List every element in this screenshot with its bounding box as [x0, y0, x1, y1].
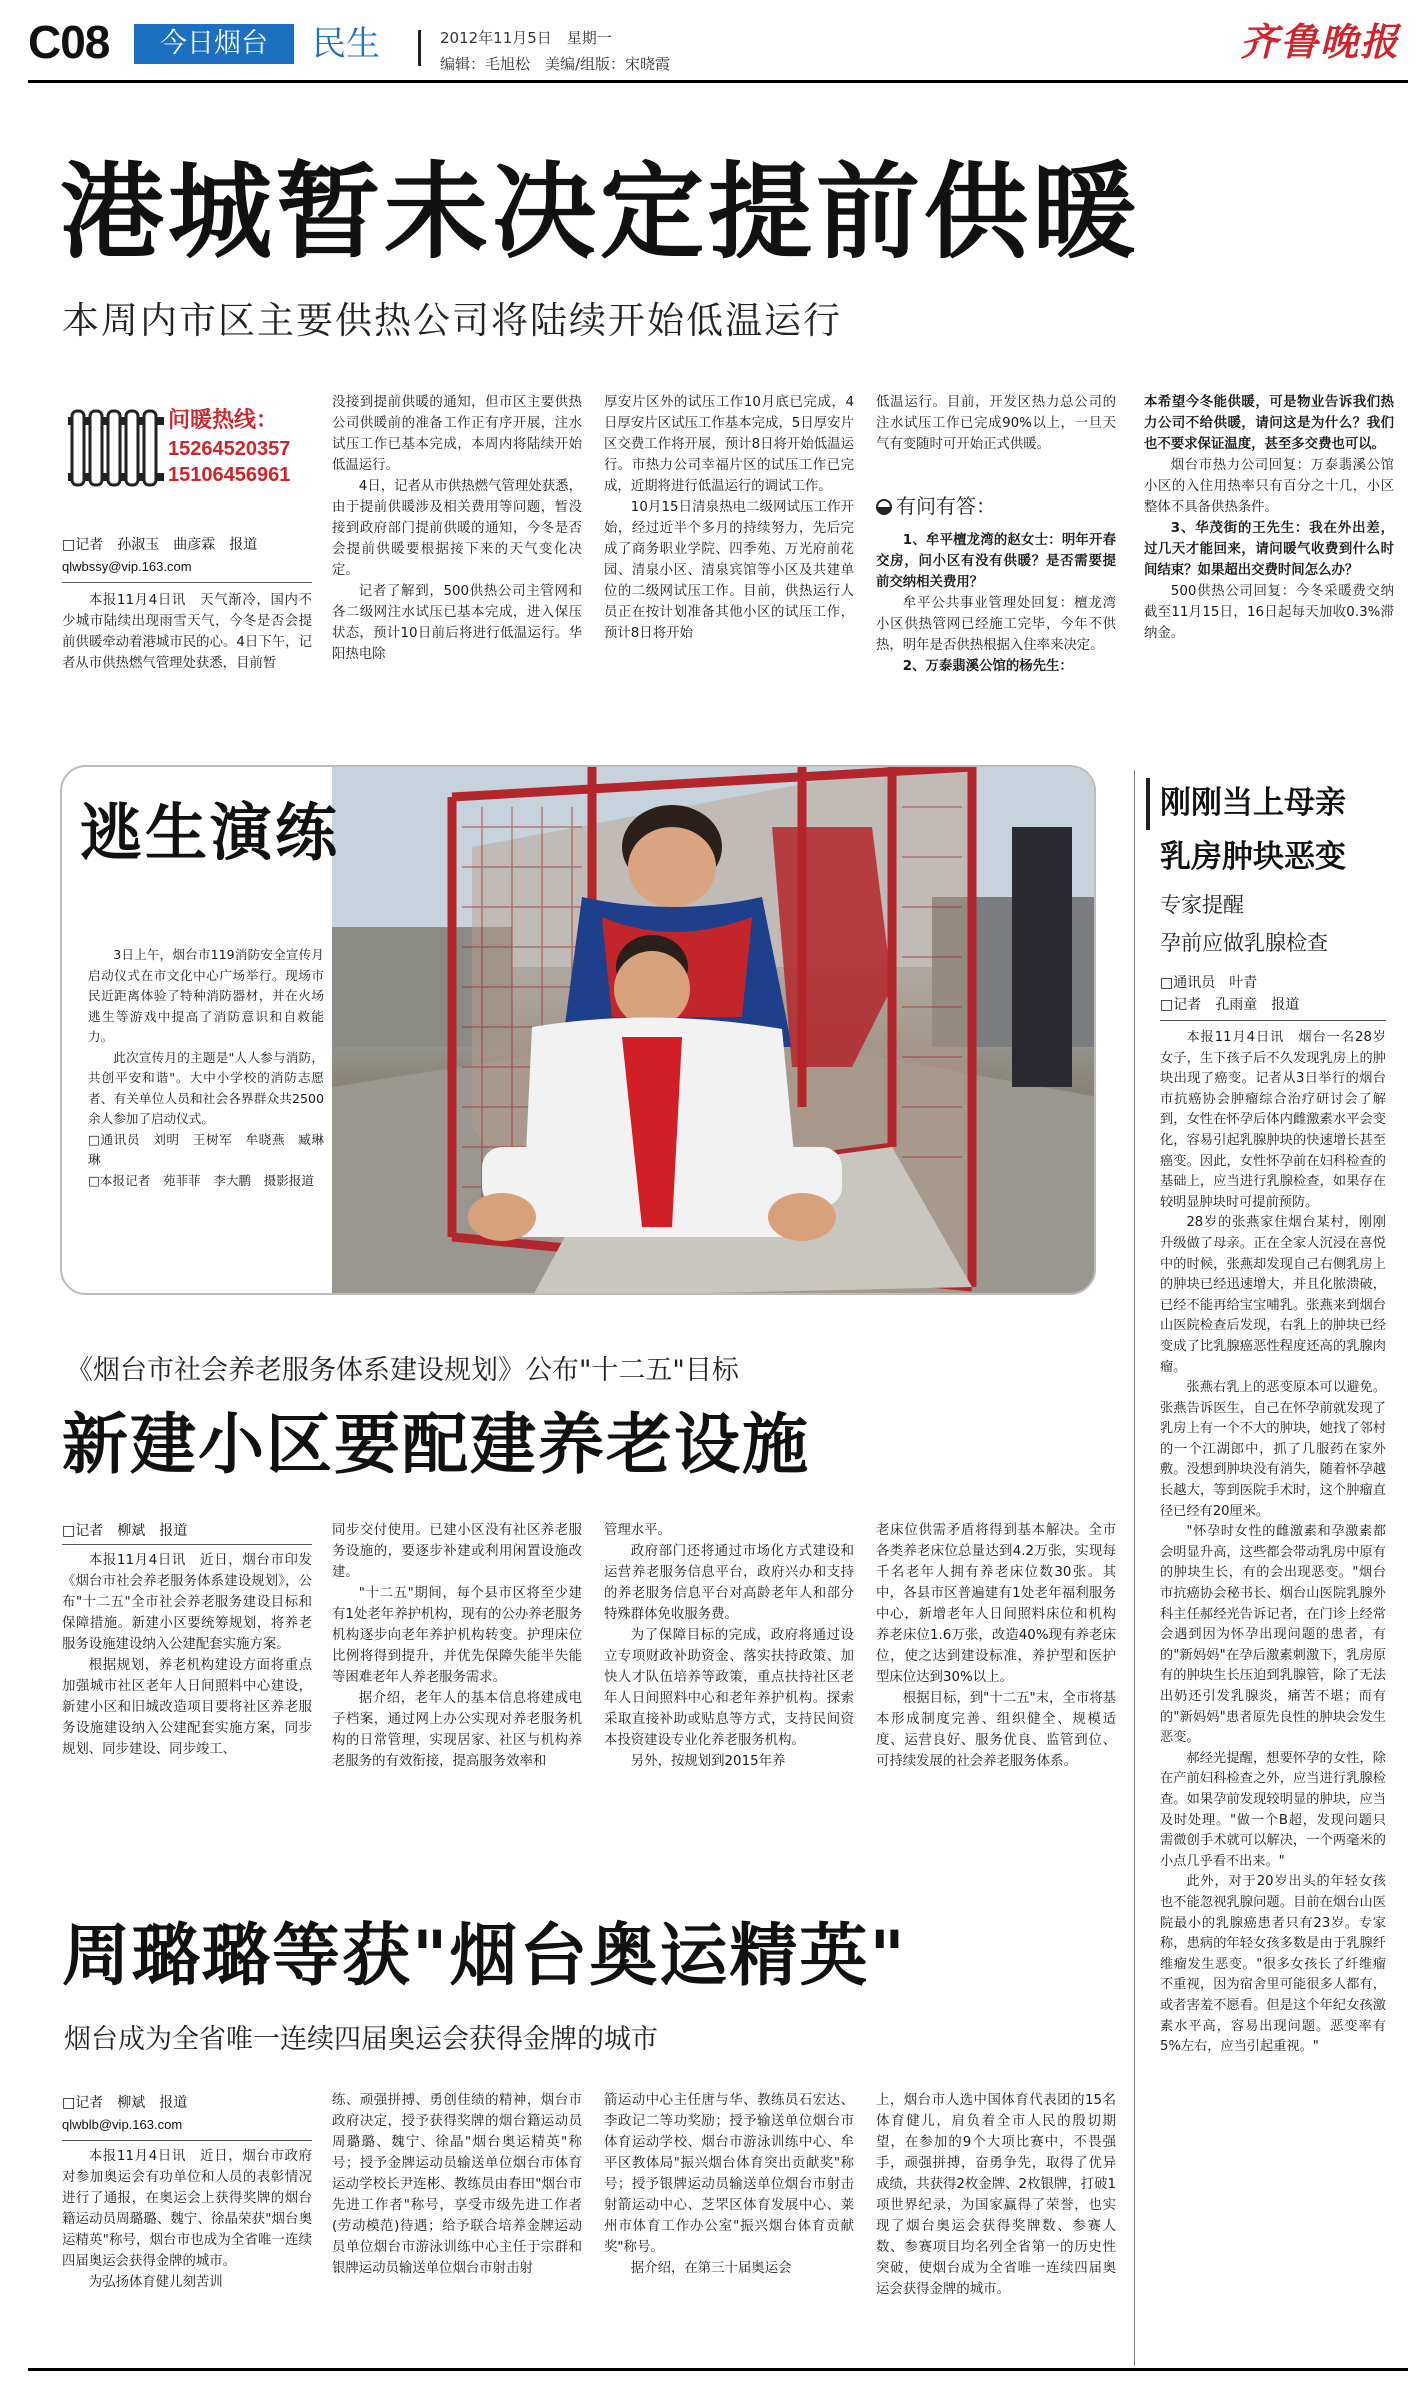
byline-olympics: □记者 柳斌 报道	[62, 2095, 188, 2111]
headline-olympics: 周璐璐等获"烟台奥运精英"	[62, 1917, 907, 1996]
header-rule	[28, 80, 1408, 83]
fire-drill-box	[60, 765, 1096, 1295]
elderly-col-1: 本报11月4日讯 近日，烟台市印发《烟台市社会养老服务体系建设规划》，公布"十二五"全市社会养老服务建设目标和保障措施。新建小区要统筹规划，将养老服务设施建设纳入公建配套实施方案。 根据规划，养老机构建设方面将重点加强城市社区老年人日间照料中心建设，新建小区和旧城改造项目要将社区养老服务设施建设纳入公建配套实施方案，同步规划、同步建设、同步竣工、	[62, 1553, 312, 1757]
byline-heating: □记者 孙淑玉 曲彦霖 报道	[62, 537, 258, 553]
sidebar-sub-2: 孕前应做乳腺检查	[1160, 931, 1328, 955]
sidebar-sub-1: 专家提醒	[1160, 893, 1244, 917]
elderly-kicker: 《烟台市社会养老服务体系建设规划》公布"十二五"目标	[66, 1355, 739, 1386]
sidebar-byline-1: □通讯员 叶青	[1160, 975, 1258, 991]
fire-drill-caption: 3日上午，烟台市119消防安全宣传月启动仪式在市文化中心广场举行。现场市民近距离体验了特种消防器材，并在火场逃生等游戏中提高了消防意识和自救能力。 此次宣传月的主题是"人人参与消防，共创平安和谐"。大中小学校的消防志愿者、有关单位人员和社会各界群众共2500余人参加了启动仪式。 □通讯员 刘明 王树军 牟晓燕 臧琳琳 □本报记者 苑菲菲 李大鹏 摄影报道	[88, 947, 324, 1188]
elderly-col-2: 同步交付使用。已建小区没有社区养老服务设施的，要逐步补建或利用闲置设施改建。 "十二五"期间，每个县市区将至少建有1处老年养护机构，现有的公办养老服务机构逐步向老年养护机构转变。护理床位比例将得到提升，并优先保障失能半失能等困难老年人养老服务需求。 据介绍，老年人的基本信息将建成电子档案，通过网上办公实现对养老服务机构的日常管理，实现居家、社区与机构养老服务的有效衔接，提高服务效率和	[332, 1523, 582, 1769]
olympics-col-1: 本报11月4日讯 近日，烟台市政府对参加奥运会有功单位和人员的表彰情况进行了通报，在奥运会上获得奖牌的烟台籍运动员周璐璐、魏宁、徐晶荣获"烟台奥运精英"称号，烟台市也成为全省唯一连续四届奥运会获得金牌的城市。 为弘扬体育健儿刻苦训	[62, 2149, 312, 2290]
heating-col-4: 低温运行。目前，开发区热力总公司的注水试压工作已完成90%以上，一旦天气有变随时可开始正式供暖。	[876, 395, 1116, 452]
sidebar-title-2: 乳房肿块恶变	[1160, 839, 1346, 875]
subheadline-olympics: 烟台成为全省唯一连续四届奥运会获得金牌的城市	[64, 2024, 658, 2055]
olympics-col-2: 练、顽强拼搏、勇创佳绩的精神，烟台市政府决定，授予获得奖牌的烟台籍运动员周璐璐、魏宁、徐晶"烟台奥运精英"称号；授予金牌运动员输送单位烟台市体育运动学校长尹连彬、教练员由春田"烟台市先进工作者"称号，享受市级先进工作者(劳动模范)待遇；给予联合培养金牌运动员单位烟台市游泳训练中心主任于宗群和银牌运动员输送单位烟台市射击射	[332, 2093, 582, 2276]
heating-col-5: 本希望今冬能供暖，可是物业告诉我们热力公司不给供暖，请问这是为什么？我们也不要求保证温度，甚至多交费也可以。 烟台市热力公司回复：万泰翡溪公馆小区的入住用热率只有百分之十几，小区整体不具备供热条件。 3、华茂街的王先生：我在外出差，过几天才能回来，请问暖气收费到什么时间结束？如果超出交费时间怎么办？ 500供热公司回复：今冬采暖费交纳截至11月15日，16日起每天加收0.3%滞纳金。	[1144, 395, 1394, 641]
hotline-label: 问暖热线：	[168, 408, 279, 433]
heating-col-2: 没接到提前供暖的通知，但市区主要供热公司供暖前的准备工作正有序开展，注水试压工作已基本完成，本周内将陆续开始低温运行。 4日，记者从市供热燃气管理处获悉，由于提前供暖涉及相关费用等问题，暂没接到政府部门提前供暖的通知，今冬是否会提前供暖要根据接下来的天气变化决定。 记者了解到，500供热公司主管网和各二级网注水试压已基本完成，进入保压状态，预计10日前后将进行低温运行。华阳热电除	[332, 395, 582, 662]
section-name: 民生	[312, 24, 380, 64]
sidebar-divider	[1134, 770, 1135, 2366]
olympics-col-4: 上，烟台市人选中国体育代表团的15名体育健儿，肩负着全市人民的殷切期望，在参加的9个大项比赛中，不畏强手，顽强拼搏，奋勇争先，取得了优异成绩，共获得2枚金牌、2枚银牌，打破1项世界纪录，为国家赢得了荣誉，也实现了烟台奥运会获得奖牌数、参赛人数、参赛项目均名列全省第一的历史性突破，使烟台成为全省唯一连续四届奥运会获得金牌的城市。	[876, 2093, 1116, 2297]
sidebar-title-1: 刚刚当上母亲	[1160, 785, 1346, 821]
fire-drill-title: 逃生演练	[80, 796, 341, 869]
byline-rule	[62, 582, 312, 583]
newspaper-logo: 齐鲁晚报	[1240, 19, 1401, 64]
editor-credit: 编辑：毛旭松 美编/组版：宋晓霞	[440, 55, 671, 73]
radiator-icon	[66, 407, 166, 489]
section-tab: 今日烟台	[134, 24, 294, 64]
hotline-number-2: 15106456961	[168, 464, 291, 486]
byline-elderly: □记者 柳斌 报道	[62, 1523, 188, 1539]
footer-rule	[28, 2368, 1408, 2371]
fire-drill-photo	[332, 767, 1096, 1295]
sidebar-body: 本报11月4日讯 烟台一名28岁女子，生下孩子后不久发现乳房上的肿块出现了癌变。记者从3日举行的烟台市抗癌协会肿瘤综合治疗研讨会了解到，女性在怀孕后体内雌激素水平会变化，容易引起乳腺肿块的快速增长甚至癌变。因此，女性怀孕前在妇科检查的基础上，应当进行乳腺检查，如果存在较明显肿块时可提前预防。 28岁的张燕家住烟台某村，刚刚升级做了母亲。正在全家人沉浸在喜悦中的时候，张燕却发现自己右侧乳房上的肿块已经迅速增大，并且化脓溃破，已经不能再给宝宝哺乳。张燕来到烟台山医院检查后发现，右乳上的肿块已经变成了比乳腺癌恶性程度还高的乳腺肉瘤。 张燕右乳上的恶变原本可以避免。张燕告诉医生，自己在怀孕前就发现了乳房上有一个不大的肿块，她找了邻村的一个江湖郎中，抓了几服药在家外敷。没想到肿块没有消失，随着怀孕越长越大，等到医院手术时，这个肿瘤直径已经有20厘米。 "怀孕时女性的雌激素和孕激素都会明显升高，这些都会带动乳房中原有的肿块生长，有的会出现恶变。"烟台市抗癌协会秘书长、烟台山医院乳腺外科主任郝经光告诉记者，在门诊上经常会遇到因为怀孕出现问题的患者，有的"新妈妈"在孕后激素刺激下，乳房原有的肿块生长压迫到乳腺管，除了无法出奶还引发乳腺炎，痛苦不堪；而有的"新妈妈"患者原先良性的肿块会发生恶变。 郝经光提醒，想要怀孕的女性，除在产前妇科检查之外，应当进行乳腺检查。如果孕前发现较明显的肿块，应当及时处理。"做一个B超，发现问题只需微创手术就可以解决，一个两毫米的小点几乎看不出来。" 此外，对于20岁出头的年轻女孩也不能忽视乳腺问题。目前在烟台山医院最小的乳腺癌患者只有23岁。专家称，患病的年轻女孩多数是由于乳腺纤维瘤发生恶变。"很多女孩长了纤维瘤不重视，因为宿舍里可能很多人都有，或者害羞不愿看。但是这个年纪女孩激素水平高，容易出现问题。恶变率有5%左右，应当引起重视。"	[1160, 1030, 1386, 2055]
olympics-col-3: 箭运动中心主任唐与华、教练员石宏达、李政记二等功奖励；授予输送单位烟台市体育运动学校、烟台市游泳训练中心、牟平区教体局"振兴烟台体育突出贡献奖"称号；授予银牌运动员输送单位烟台市射击射箭运动中心、芝罘区体育发展中心、莱州市体育工作办公室"振兴烟台体育贡献奖"称号。 据介绍，在第三十届奥运会	[604, 2093, 854, 2276]
sidebar-byline-2: □记者 孔雨童 报道	[1160, 997, 1300, 1013]
qa-title: 有问有答：	[896, 494, 996, 518]
sidebar-byline-rule	[1160, 1020, 1386, 1021]
subheadline-heating: 本周内市区主要供热公司将陆续开始低温运行	[62, 299, 842, 342]
header-divider	[418, 30, 421, 66]
byline-elderly-rule	[62, 1544, 312, 1545]
qa-heading	[876, 492, 996, 520]
elderly-col-3: 管理水平。 政府部门还将通过市场化方式建设和运营养老服务信息平台，政府兴办和支持的养老服务信息平台对高龄老年人和部分特殊群体免收服务费。 为了保障目标的完成，政府将通过设立专项财政补助资金、落实扶持政策、加快人才队伍培养等政策，重点扶持社区老年人日间照料中心和老年养护机构。探索采取直接补助或贴息等方式，支持民间资本投资建设专业化养老服务机构。 另外，按规划到2015年养	[604, 1523, 854, 1769]
heating-col-4-qa: 1、牟平檀龙湾的赵女士：明年开春交房，问小区有没有供暖？是否需要提前交纳相关费用？ 牟平公共事业管理处回复：檀龙湾小区供热管网已经施工完毕，今年不供热，明年是否供热根据入住率来决定。 2、万泰翡溪公馆的杨先生：	[876, 533, 1116, 674]
qa-icon	[876, 499, 892, 515]
page-number: C08	[28, 16, 110, 68]
elderly-col-4: 老床位供需矛盾将得到基本解决。全市各类养老床位总量达到4.2万张，实现每千名老年人拥有养老床位数30张。其中，各县市区普遍建有1处老年福利服务中心，新增老年人日间照料床位和机构养老床位1.6万张，改造40%现有养老床位，使之达到建设标准，养护型和医护型床位达到30%以上。 根据目标，到"十二五"末，全市将基本形成制度完善、组织健全、规模适度、运营良好、服务优良、监管到位、可持续发展的社会养老服务体系。	[876, 1523, 1116, 1769]
headline-elderly: 新建小区要配建养老设施	[62, 1406, 810, 1483]
byline-olympics-rule	[62, 2140, 312, 2141]
heating-col-1: 本报11月4日讯 天气渐冷，国内不少城市陆续出现雨雪天气，今冬是否会提前供暖牵动着港城市民的心。4日下午，记者从市供热燃气管理处获悉，目前暂	[62, 593, 312, 671]
issue-date: 2012年11月5日 星期一	[440, 29, 612, 47]
heating-col-3: 厚安片区外的试压工作10月底已完成，4日厚安片区试压工作基本完成，5日厚安片区交费工作将开展，预计8日将开始低温运行。市热力公司幸福片区的试压工作已完成，近期将进行低温运行的调试工作。 10月15日清泉热电二级网试压工作开始，经过近半个多月的持续努力，先后完成了商务职业学院、四季苑、万光府前花园、清泉小区、清泉宾馆等小区及共建单位的二级网试压工作。目前，供热运行人员正在按计划准备其他小区的试压工作，预计8日将开始	[604, 395, 854, 641]
hotline-number-1: 15264520357	[168, 438, 291, 460]
email-heating: qlwbssy@vip.163.com	[62, 559, 192, 574]
sidebar-accent-bar	[1146, 778, 1150, 830]
headline-heating: 港城暂未决定提前供暖	[60, 151, 1141, 273]
email-olympics: qlwblb@vip.163.com	[62, 2117, 183, 2132]
